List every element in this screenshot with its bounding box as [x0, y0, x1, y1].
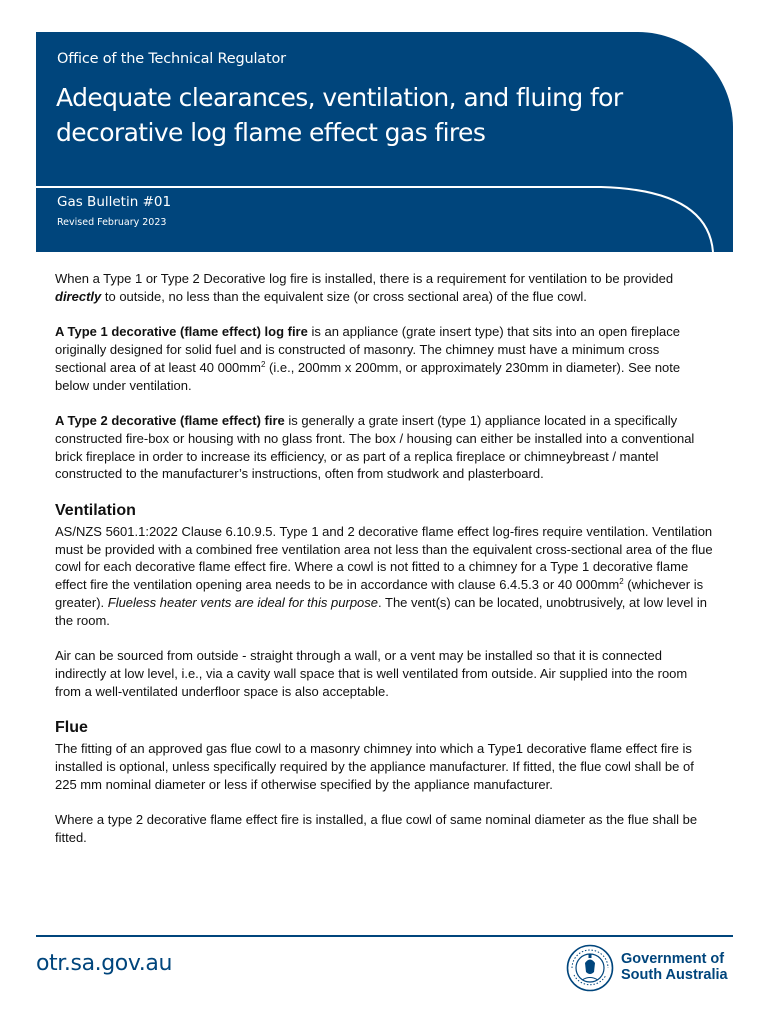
ventilation-paragraph-2: Air can be sourced from outside - straight through a wall, or a vent may be installed so that it is connected indirectly at low level, i.e., via a cavity wall space that is well ventilated from outside. Air supplied into the room from a well-ventilated underfloor space is also acceptable. [55, 648, 688, 699]
header-banner [36, 32, 733, 252]
flue-heading: Flue [55, 719, 88, 737]
bulletin-body [55, 270, 713, 864]
government-wordmark: Government of South Australia [621, 951, 728, 983]
emphasis-directly: directly [55, 288, 102, 304]
type2-paragraph: A Type 2 decorative (flame effect) fire is generally a grate insert (type 1) appliance located in a specifically constructed fire-box or housing with no glass front. The box / housing can either be installed into a conventional brick fireplace in order to increase its efficiency, or as part of a replica fireplace or chimneybreast / mantel constructed to the manufacturer’s instructions, often from studwork and plasterboard. [55, 412, 695, 482]
bulletin-number: Gas Bulletin #01 [57, 194, 172, 210]
page-title: Adequate clearances, ventilation, and fluing for decorative log flame effect gas fires [56, 83, 623, 147]
office-name: Office of the Technical Regulator [57, 51, 286, 67]
flue-paragraph-1: The fitting of an approved gas flue cowl to a masonry chimney into which a Type1 decorative flame effect fire is installed is optional, unless specifically required by the appliance manufacturer. If fitted, the flue cowl shall be of 225 mm nominal diameter or less if otherwise specified by the appliance manufacturer. [55, 741, 694, 792]
ventilation-heading: Ventilation [55, 501, 136, 519]
vent-tip: Flueless heater vents are ideal for this purpose [107, 594, 379, 610]
ventilation-paragraph-1: AS/NZS 5601.1:2022 Clause 6.10.9.5. Type 1 and 2 decorative flame effect log-fires require ventilation. Ventilation must be provided with a combined free ventilation area not less than the equivalent cross-sectional area of the flue cowl for each decorative flame effect fire. Where a cowl is not fitted to a chimney for a Type 1 decorative flame effect fire the ventilation opening area needs to be in accordance with clause 6.4.5.3 or 40 $000mm^2$ (whichever is greater). Flueless heater vents are ideal for this purpose. The vent(s) can be located, unobtrusively, at low level in the room. [55, 523, 713, 628]
flue-paragraph-2: Where a type 2 decorative flame effect fire is installed, a flue cowl of same nominal diameter as the flue shall be fitted. [55, 812, 698, 845]
intro-paragraph: When a Type 1 or Type 2 Decorative log fire is installed, there is a requirement for ventilation to be provided directly to outside, no less than the equivalent size (or cross sectional area) of the flue cowl. [55, 271, 674, 304]
website-link[interactable]: otr.sa.gov.au [36, 951, 172, 976]
type2-term: A Type 2 decorative (flame effect) fire [55, 412, 285, 428]
south-australia-crest-icon [566, 944, 614, 992]
footer-divider [36, 935, 733, 937]
type1-term: A Type 1 decorative (flame effect) log fire [55, 324, 308, 340]
revision-date: Revised February 2023 [57, 217, 167, 228]
type1-paragraph: A Type 1 decorative (flame effect) log fire is an appliance (grate insert type) that sits into an open fireplace originally designed for solid fuel and is constructed of masonry. The chimney must have a minimum cross sectional area of at least 40 $000mm^2$ (i.e., 200mm x 200mm, or approximately 230mm in diameter). See note below under ventilation. [55, 324, 681, 393]
